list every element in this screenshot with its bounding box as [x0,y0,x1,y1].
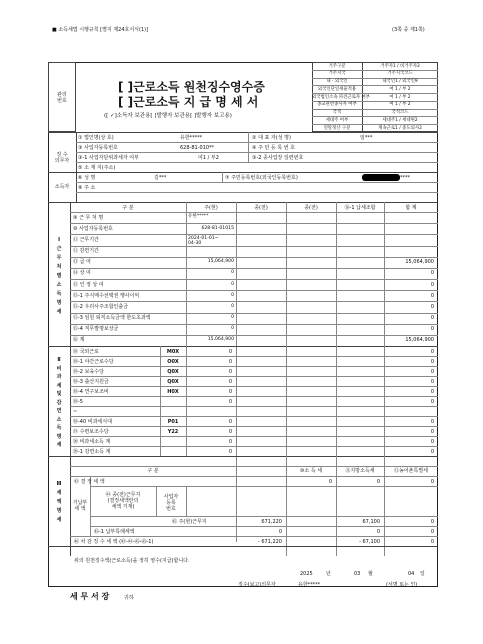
nontax-row-label: ⑳ 비과세소득 계 [73,438,111,445]
corp-name-label: ① 법인명(상 호) [78,135,114,141]
branch-serial-label: ③-2 종사업장 일련번호 [252,155,304,161]
side-info-label: 외국법인소속 파견근로자 여부 [312,94,370,100]
income-col-header: 구 분 [122,205,134,211]
income-row-current: 0 [231,315,234,320]
nontax-row-label: ⑱-5 [73,398,83,405]
copy-type-line: ([ ✓]소득자 보관용[ ]발행자 보관용[ ]발행자 보고용) [104,113,232,119]
income-row-current: 0 [231,303,234,309]
footer-day: 04 [408,571,415,577]
decided-local-tax: 0 [376,479,380,485]
side-info-value: 계속근로1 / 중도퇴사2 [378,125,422,131]
earner-name-value: 김*** [154,175,167,181]
nontax-row-code: H0X [167,388,179,395]
tax-section-label: Ⅲ 세 액 명 세 [56,481,62,523]
nontax-row-label: ⑱-1 야간근로수당 [73,358,114,365]
biz-reg-label: ③ 사업자등록번호 [78,145,118,151]
diff-tax-label: ㊻ 차 감 징 수 세 액 (㊸-㊹-㊺-㊺-1) [74,539,154,545]
nontax-row-label: ⑲ 수련보조수당 [73,428,109,435]
income-row-total: 0 [430,270,434,277]
footer-month-unit: 월 [368,571,373,577]
special-rural-tax: 0 [430,529,434,535]
income-col-header: 주(현) [204,205,218,211]
address-label: ⑤ 소 재 지(주소) [78,165,116,171]
resident-no-label: ④ 주 민 등 록 번 호 [252,145,295,151]
income-row-total: 0 [430,281,434,288]
diff-rural-tax: 0 [430,539,434,545]
nontax-row-label: ⑳-1 감면소득 계 [73,448,111,455]
earner-resno-tail: **** [400,175,410,181]
income-row-current: 0 [231,326,234,332]
prepaid-tax-label: 기납부 세 액 [72,500,88,512]
payer-value: 유한***** [298,582,321,588]
nontax-row-total: 0 [430,398,434,405]
diff-income-tax: - 671,220 [257,539,282,545]
cur-workplace-label: ㊺ 주(현)근무지 [172,519,207,525]
income-row-total: 0 [430,292,434,299]
side-info-value: 여 1 / 부 2 [389,94,411,100]
income-row-label: ⑬ 급 여 [73,259,91,266]
nontax-row-total: 0 [430,418,434,425]
income-col-header: 종(전) [254,205,268,211]
side-info-label: 국적 [332,110,342,116]
income-row-label: ⑨ 근 무 처 명 [73,214,104,221]
tax-col-head: 구 분 [147,468,159,474]
nontax-row-current: 0 [228,448,232,455]
earner-name-label: ⑥ 성 명 [78,175,96,181]
side-info-label: 연말정산 구분 [323,125,351,131]
income-row-label: ⑫ 감면기간 [73,248,99,254]
side-info-label: 거주지국 [328,71,346,77]
title-withholding-receipt: [ ]근로소득 원천징수영수증 [118,80,265,94]
page-indicator: (3쪽 중 제1쪽) [392,27,425,33]
nontax-row-code: M0X [166,348,180,355]
title-payment-statement: [ ]근로소득 지 급 명 세 서 [118,95,259,109]
footer-month: 03 [354,571,361,577]
nontax-row-code: Q0X [167,378,179,385]
corp-name-value: 유한***** [180,135,203,141]
prev-workplace-label: ㊹ 종(전)근무지 (결정세액란의 세액 기재) [105,492,141,510]
side-info-value: 거주지국코드 [387,71,413,77]
nontax-row-total: 0 [430,348,434,355]
side-info-value: 내국인1 / 외국인9 [382,79,418,85]
nontax-row-total: 0 [430,358,434,365]
nontax-row-total: 0 [430,448,434,455]
decided-tax-label: ㊸ 결 정 세 액 [74,479,105,485]
withholder-section-label: 징 수 의무자 [54,152,70,164]
special-income-tax: 0 [278,529,282,535]
nontax-row-total: 0 [430,438,434,445]
representative-value: 임*** [360,135,373,141]
income-row-current: 0 [231,270,234,276]
income-row-label: ⑮-3 임원 퇴직소득금액 한도초과액 [73,315,151,321]
nontax-row-current: 0 [228,368,232,375]
income-row-current: 15,064,900 [207,337,234,343]
income-row-label: ⑪ 근무기간 [73,236,99,243]
income-row-label: ⑮-2 우리사주조합인출금 [73,303,129,310]
tax-col-rural-tax: ⑫농어촌특별세 [394,468,428,474]
special-tax-label: ㊺-1 납부특례세액 [94,529,135,535]
income-col-header: 종(전) [304,205,318,211]
income-row-total: 15,064,900 [405,259,434,266]
diff-local-tax: - 67,100 [359,539,380,545]
nontax-row-label: ⑱ 국외근로 [73,348,99,355]
income-row-current: 0 [231,281,234,287]
decided-rural-tax: 0 [430,479,434,485]
nontax-row-current: 0 [228,388,232,395]
cur-local-tax: 67,100 [362,519,380,525]
nontax-row-label: ⑱-4 연구보조비 [73,388,109,395]
nontax-row-current: 0 [228,428,232,435]
income-row-label: ⑩ 사업자등록번호 [73,225,113,232]
earner-resno-label: ⑦ 주민등록번호(외국인등록번호) [225,175,298,181]
nontax-row-code: O0X [167,358,179,365]
income-row-current: 유한***** [188,214,209,219]
mgmt-number-label: 관리 번호 [57,92,67,104]
side-info-value: 여 1 / 부 2 [389,102,411,108]
tax-col-income-tax: ⑩소 득 세 [299,468,323,474]
nontax-row-label: ~ [73,408,78,415]
nontax-row-code: Q0X [167,368,179,375]
side-info-label: 내 · 외국인 [326,79,348,85]
income-row-current: 2024-01-01~ 04-30 [188,236,219,247]
nontax-row-current: 0 [228,398,232,405]
unit-tax-label: ③-1 사업자단위과세자 여부 [78,155,139,161]
income-row-label: ⑮-4 직무발명보상금 [73,326,119,333]
income-row-label: ⑯ 계 [73,337,85,344]
nontax-row-code: Y22 [167,428,179,435]
tax-office-suffix: 귀하 [124,595,134,601]
income-row-label: ⑮-1 주식매수선택권 행사이익 [73,292,140,299]
special-local-tax: 0 [376,529,380,535]
decided-income-tax: 0 [328,479,332,485]
income-row-total: 0 [430,315,434,321]
nontax-row-total: 0 [430,428,434,435]
side-info-value: 여 1 / 부 2 [389,86,411,92]
form-reference: ■ 소득세법 시행규칙 [별지 제24호서식(1)] [52,27,149,33]
income-row-current: 15,064,900 [207,259,234,265]
footer-year: 2025 [300,571,313,577]
nontax-row-label: ⑱-40 비과세식대 [73,418,112,425]
nontax-row-current: 0 [228,378,232,385]
tax-office-label: 세 무 서 장 [70,592,110,601]
receipt-statement: 위의 원천징수액(근로소득)을 정히 영수(지급)합니다. [74,558,190,564]
representative-label: ② 대 표 자(성 명) [252,135,291,141]
nontax-row-current: 0 [228,358,232,365]
cur-income-tax: 671,220 [261,519,282,525]
income-col-header: ⑯-1 납세조합 [344,205,376,211]
nontax-row-current: 0 [228,438,232,445]
nontax-row-label: ⑱-3 출산지원금 [73,378,109,385]
cur-rural-tax: 0 [430,519,434,525]
side-info-label: 세대주 여부 [325,117,349,123]
income-row-current: 0 [231,292,234,298]
signature-label: (서명 또는 인) [386,582,418,588]
payer-label: 징수(보고)의무자 [238,582,276,588]
tax-col-local-tax: ⑪지방소득세 [345,468,375,474]
side-info-label: 종교관련종사자 여부 [317,102,357,108]
footer-day-unit: 일 [420,571,425,577]
income-row-total: 0 [430,303,434,310]
redaction-mark [362,174,400,181]
side-info-label: 거주구분 [328,63,346,69]
side-info-label: 외국인단일세율적용 [317,86,357,92]
side-info-value: 국적코드 [391,110,409,116]
nontax-row-total: 0 [430,378,434,385]
biz-reg-value: 628-81-010** [180,145,215,151]
unit-tax-value: 여1 / 부2 [198,155,219,161]
earner-address-label: ⑧ 주 소 [78,185,96,191]
nontax-row-current: 0 [228,348,232,355]
income-row-label: ⑮ 인 정 상 여 [73,281,104,288]
prev-biz-no-label: 사업자 등록 번호 [163,494,179,512]
nontax-row-total: 0 [430,388,434,395]
nontax-row-total: 0 [430,368,434,375]
side-info-value: 거주자1 / 비거주자2 [380,63,420,69]
nontax-row-current: 0 [228,418,232,425]
earner-section-label: 소득자 [54,184,70,190]
footer-year-unit: 년 [326,571,331,577]
side-info-value: 세대주1 / 세대원2 [382,117,418,123]
income-col-header: 합 계 [405,205,417,211]
nontax-row-code: P01 [167,418,179,425]
income-row-total: 15,064,900 [405,337,434,344]
income-row-current: 628-81-01015 [201,225,234,231]
nontax-section-label: Ⅱ 비 과 세 및 감 면 소 득 명 세 [56,357,62,448]
income-section-label: Ⅰ 근 무 처 별 소 득 명 세 [56,237,62,315]
income-row-total: 0 [430,326,434,333]
nontax-row-label: ⑱-2 보육수당 [73,368,104,375]
income-row-label: ⑭ 상 여 [73,270,91,277]
